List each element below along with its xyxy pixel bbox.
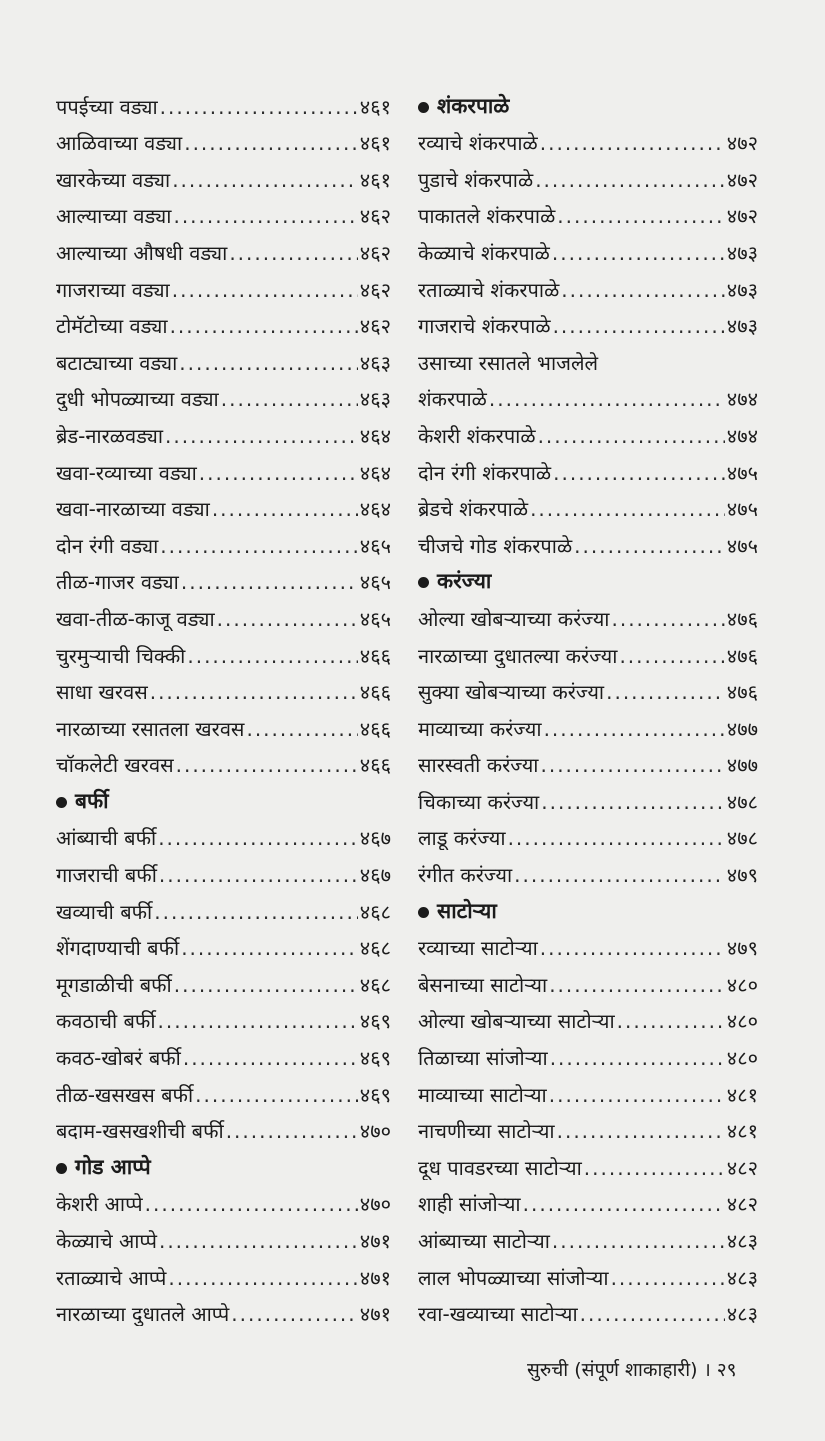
dot-leader — [184, 131, 358, 155]
dot-leader — [611, 1266, 725, 1290]
toc-entry-page: ४६६ — [359, 716, 391, 741]
dot-leader — [561, 278, 725, 302]
toc-entry-page: ४८० — [726, 972, 758, 997]
toc-entry — [56, 1107, 391, 1144]
dot-leader — [508, 826, 725, 850]
toc-entry — [418, 1180, 758, 1217]
toc-entry-page: ४८३ — [726, 1302, 758, 1327]
toc-entry — [418, 704, 758, 741]
toc-entry — [418, 265, 758, 302]
toc-entry — [56, 192, 391, 229]
dot-leader — [160, 95, 358, 119]
toc-entry — [418, 1216, 758, 1253]
toc-entry — [418, 302, 758, 339]
toc-entry-page: ४७७ — [726, 716, 758, 741]
toc-entry — [56, 594, 391, 631]
dot-leader — [231, 1302, 358, 1326]
toc-entry — [56, 1070, 391, 1107]
toc-entry-title: गाजराच्या वड्या — [56, 277, 170, 302]
toc-entry-title: कवठाची बर्फी — [56, 1009, 156, 1034]
toc-entry — [56, 302, 391, 339]
toc-entry-page: ४७४ — [726, 423, 758, 448]
dot-leader — [549, 973, 725, 997]
toc-entry-title: नारळाच्या दुधातले आप्पे — [56, 1302, 230, 1327]
dot-leader — [617, 1009, 725, 1033]
dot-leader — [168, 1266, 357, 1290]
toc-entry — [418, 814, 758, 851]
section-heading-label: करंज्या — [437, 569, 492, 594]
dot-leader — [619, 644, 724, 668]
dot-leader — [179, 351, 358, 375]
toc-entry — [56, 960, 391, 997]
toc-entry-title: शाही सांजोऱ्या — [418, 1192, 521, 1217]
toc-entry — [56, 521, 391, 558]
toc-entry — [418, 960, 758, 997]
toc-entry — [56, 228, 391, 265]
toc-entry-title: शेंगदाण्याची बर्फी — [56, 936, 180, 961]
dot-leader — [557, 204, 725, 228]
dot-leader — [159, 863, 358, 887]
section-heading-label: साटोऱ्या — [437, 898, 497, 923]
toc-entry-page: ४६४ — [359, 460, 391, 485]
toc-entry — [56, 411, 391, 448]
toc-entry-page: ४७२ — [726, 204, 758, 229]
toc-entry-title: मूगडाळीची बर्फी — [56, 972, 172, 997]
toc-entry-title: खवा-तीळ-काजू वड्या — [56, 606, 215, 631]
dot-leader — [557, 1119, 725, 1143]
section-heading-label: बर्फी — [75, 788, 109, 813]
toc-entry-title: ब्रेड-नारळवड्या — [56, 423, 164, 448]
toc-entry-title: साधा खरवस — [56, 680, 148, 705]
toc-entry — [418, 485, 758, 522]
dot-leader — [611, 607, 724, 631]
toc-entry-title: तिळाच्या सांजोऱ्या — [418, 1046, 548, 1071]
toc-entry — [56, 1180, 391, 1217]
toc-entry-page: ४८२ — [726, 1155, 758, 1180]
toc-entry-page: ४७३ — [726, 277, 758, 302]
dot-leader — [170, 314, 358, 338]
toc-entry-page: ४७९ — [726, 936, 758, 961]
toc-entry-title: रव्याचे शंकरपाळे — [418, 131, 538, 156]
toc-entry-page: ४८१ — [726, 1119, 758, 1144]
toc-entry-page: ४६३ — [359, 350, 391, 375]
dot-leader — [183, 1046, 358, 1070]
dot-leader — [150, 680, 358, 704]
toc-entry-title: दोन रंगी वड्या — [56, 533, 159, 558]
bullet-icon — [418, 102, 429, 113]
dot-leader — [181, 570, 358, 594]
toc-entry-page: ४६५ — [359, 570, 391, 595]
toc-entry-page: ४६२ — [359, 204, 391, 229]
toc-entry-page: ४७५ — [726, 497, 758, 522]
toc-entry — [418, 1107, 758, 1144]
dot-leader — [174, 973, 358, 997]
dot-leader — [553, 461, 725, 485]
toc-entry — [56, 265, 391, 302]
toc-entry-title: माव्याच्या साटोऱ्या — [418, 1082, 547, 1107]
toc-entry-title: लाल भोपळ्याच्या सांजोऱ्या — [418, 1265, 609, 1290]
toc-entry-title: आल्याच्या औषधी वड्या — [56, 240, 228, 265]
toc-entry-page: ४७४ — [726, 387, 758, 412]
toc-entry — [56, 704, 391, 741]
toc-entry — [418, 228, 758, 265]
toc-entry — [418, 411, 758, 448]
bullet-icon — [418, 577, 429, 588]
toc-entry — [418, 192, 758, 229]
toc-entry-title: दोन रंगी शंकरपाळे — [418, 460, 552, 485]
dot-leader — [552, 241, 725, 265]
section-heading — [418, 82, 758, 119]
toc-entry-title: सारस्वती करंज्या — [418, 753, 539, 778]
toc-entry-page: ४७५ — [726, 533, 758, 558]
toc-entry-page: ४८२ — [726, 1192, 758, 1217]
dot-leader — [544, 717, 725, 741]
dot-leader — [530, 497, 725, 521]
toc-entry-title: नारळाच्या रसातला खरवस — [56, 716, 245, 741]
toc-entry-title: तीळ-खसखस बर्फी — [56, 1082, 194, 1107]
toc-entry-title: चॉकलेटी खरवस — [56, 753, 174, 778]
section-heading-label: गोड आप्पे — [75, 1154, 151, 1179]
toc-entry-title: खवा-रव्याच्या वड्या — [56, 460, 197, 485]
dot-leader — [489, 387, 725, 411]
toc-entry-page: ४६४ — [359, 497, 391, 522]
toc-entry-page: ४६२ — [359, 277, 391, 302]
toc-entry — [418, 850, 758, 887]
toc-entry-page: ४६३ — [359, 387, 391, 412]
toc-entry-page: ४७६ — [726, 643, 758, 668]
toc-entry-page: ४६४ — [359, 423, 391, 448]
dot-leader — [580, 1302, 725, 1326]
toc-entry-page: ४७० — [359, 1119, 391, 1144]
dot-leader — [176, 753, 358, 777]
toc-entry-title: केशरी आप्पे — [56, 1192, 143, 1217]
dot-leader — [145, 1192, 358, 1216]
dot-leader — [538, 424, 725, 448]
dot-leader — [540, 131, 725, 155]
dot-leader — [195, 1083, 358, 1107]
toc-entry — [418, 119, 758, 156]
toc-entry-page: ४७२ — [726, 167, 758, 192]
toc-entry-title: रताळ्याचे शंकरपाळे — [418, 277, 560, 302]
toc-entry-title: खवा-नारळाच्या वड्या — [56, 497, 210, 522]
toc-entry — [56, 558, 391, 595]
dot-leader — [535, 168, 725, 192]
bullet-icon — [418, 907, 429, 918]
toc-entry-page: ४७१ — [359, 1265, 391, 1290]
dot-leader — [226, 1119, 358, 1143]
toc-entry-page: ४६२ — [359, 314, 391, 339]
bullet-icon — [56, 1163, 67, 1174]
toc-entry-title: बेसनाच्या साटोऱ्या — [418, 972, 548, 997]
toc-entry-page: ४६१ — [359, 94, 391, 119]
toc-entry-title: टोमॅटोच्या वड्या — [56, 314, 168, 339]
section-heading-label: शंकरपाळे — [437, 93, 510, 118]
toc-entry-page: ४७१ — [359, 1229, 391, 1253]
toc-entry-page: ४८१ — [726, 1082, 758, 1107]
toc-entry-title: रंगीत करंज्या — [418, 863, 513, 888]
toc-entry — [56, 631, 391, 668]
toc-entry-page: ४७८ — [726, 826, 758, 851]
toc-entry — [56, 668, 391, 705]
toc-entry — [56, 741, 391, 778]
toc-entry-page: ४६१ — [359, 167, 391, 192]
toc-entry-title: ओल्या खोबऱ्याच्या करंज्या — [418, 606, 610, 631]
toc-entry-title: बटाट्याच्या वड्या — [56, 350, 178, 375]
toc-entry-page: ४७२ — [726, 131, 758, 156]
toc-entry — [56, 155, 391, 192]
dot-leader — [541, 790, 725, 814]
toc-entry-title: पुडाचे शंकरपाळे — [418, 167, 534, 192]
dot-leader — [212, 497, 358, 521]
toc-entry-page: ४६८ — [359, 899, 391, 924]
toc-entry — [56, 119, 391, 156]
toc-entry-title: चीजचे गोड शंकरपाळे — [418, 533, 573, 558]
toc-entry-page: ४७७ — [726, 753, 758, 778]
toc-entry-title: केशरी शंकरपाळे — [418, 423, 536, 448]
toc-entry — [56, 1290, 391, 1327]
dot-leader — [553, 314, 725, 338]
toc-entry — [418, 448, 758, 485]
toc-entry — [418, 631, 758, 668]
toc-left-column — [56, 82, 391, 1326]
toc-entry-title: पाकातले शंकरपाळे — [418, 204, 556, 229]
section-heading — [418, 558, 758, 595]
toc-entry-title: आंब्याच्या साटोऱ्या — [418, 1229, 550, 1253]
toc-entry-title: गाजराची बर्फी — [56, 863, 157, 888]
toc-entry-page: ४८३ — [726, 1229, 758, 1253]
toc-entry-page: ४७६ — [726, 680, 758, 705]
dot-leader — [514, 863, 725, 887]
toc-entry-title: चिकाच्या करंज्या — [418, 789, 540, 814]
toc-entry-title: उसाच्या रसातले भाजलेले — [418, 350, 599, 375]
toc-entry-page: ४६९ — [359, 1009, 391, 1034]
toc-entry — [56, 850, 391, 887]
toc-entry-title: चुरमुऱ्याची चिक्की — [56, 643, 186, 668]
dot-leader — [540, 753, 724, 777]
toc-entry-title: लाडू करंज्या — [418, 826, 506, 851]
toc-entry-page: ४६७ — [359, 863, 391, 888]
toc-entry-title: सुक्या खोबऱ्याच्या करंज्या — [418, 680, 605, 705]
toc-entry — [418, 777, 758, 814]
dot-leader — [552, 1229, 725, 1253]
bullet-icon — [56, 797, 67, 808]
dot-leader — [172, 168, 358, 192]
toc-entry — [56, 814, 391, 851]
dot-leader — [158, 1009, 358, 1033]
section-heading — [56, 777, 391, 814]
toc-entry-title: खव्याची बर्फी — [56, 899, 153, 924]
toc-entry — [418, 594, 758, 631]
toc-entry-page: ४६६ — [359, 753, 391, 778]
toc-entry — [418, 1143, 758, 1180]
toc-entry-title: आल्याच्या वड्या — [56, 204, 172, 229]
toc-entry-page: ४८० — [726, 1046, 758, 1071]
toc-entry-page: ४६८ — [359, 936, 391, 961]
dot-leader — [173, 204, 357, 228]
toc-entry — [418, 1033, 758, 1070]
toc-entry-page: ४७५ — [726, 460, 758, 485]
toc-entry — [418, 375, 758, 412]
toc-entry-title: आळिवाच्या वड्या — [56, 131, 183, 156]
toc-entry-page: ४७९ — [726, 863, 758, 888]
dot-leader — [221, 387, 358, 411]
toc-entry — [418, 521, 758, 558]
toc-entry — [56, 924, 391, 961]
toc-entry-title: केळ्याचे शंकरपाळे — [418, 240, 550, 265]
toc-entry — [56, 887, 391, 924]
toc-entry-title: कवठ-खोबरं बर्फी — [56, 1046, 181, 1071]
dot-leader — [199, 461, 358, 485]
toc-entry-title: नारळाच्या दुधातल्या करंज्या — [418, 643, 618, 668]
dot-leader — [159, 1229, 358, 1253]
dot-leader — [172, 278, 358, 302]
dot-leader — [540, 936, 725, 960]
toc-entry — [56, 82, 391, 119]
toc-entry-page: ४६९ — [359, 1046, 391, 1071]
dot-leader — [181, 936, 358, 960]
toc-entry — [418, 924, 758, 961]
dot-leader — [574, 534, 725, 558]
toc-entry-title: तीळ-गाजर वड्या — [56, 570, 179, 595]
toc-entry-title: माव्याच्या करंज्या — [418, 716, 542, 741]
toc-entry-title: दूध पावडरच्या साटोऱ्या — [418, 1155, 582, 1180]
dot-leader — [154, 900, 358, 924]
toc-entry-continued — [418, 338, 758, 375]
toc-entry-title: पपईच्या वड्या — [56, 94, 158, 119]
dot-leader — [606, 680, 725, 704]
toc-entry-title: बदाम-खसखशीची बर्फी — [56, 1119, 224, 1144]
toc-entry-page: ४६६ — [359, 643, 391, 668]
toc-entry — [56, 997, 391, 1034]
dot-leader — [229, 241, 357, 265]
dot-leader — [217, 607, 358, 631]
toc-right-column — [418, 82, 758, 1326]
toc-entry-page: ४८० — [726, 1009, 758, 1034]
toc-entry-page: ४७६ — [726, 606, 758, 631]
toc-entry-page: ४६९ — [359, 1082, 391, 1107]
toc-entry — [56, 338, 391, 375]
toc-entry — [56, 1253, 391, 1290]
toc-entry — [56, 1033, 391, 1070]
dot-leader — [160, 534, 358, 558]
dot-leader — [158, 826, 358, 850]
toc-entry-title: दुधी भोपळ्याच्या वड्या — [56, 387, 219, 412]
toc-entry-page: ४७१ — [359, 1302, 391, 1327]
toc-entry-title: गाजराचे शंकरपाळे — [418, 314, 551, 339]
toc-entry-title: नाचणीच्या साटोऱ्या — [418, 1119, 555, 1144]
dot-leader — [550, 1046, 725, 1070]
toc-entry-title: खारकेच्या वड्या — [56, 167, 171, 192]
toc-entry — [418, 997, 758, 1034]
toc-entry-title: केळ्याचे आप्पे — [56, 1229, 157, 1253]
toc-entry-title: रव्याच्या साटोऱ्या — [418, 936, 538, 961]
toc-entry — [56, 448, 391, 485]
toc-entry-title: रताळ्याचे आप्पे — [56, 1265, 167, 1290]
toc-entry-page: ४६५ — [359, 533, 391, 558]
dot-leader — [246, 717, 357, 741]
toc-entry-page: ४७० — [359, 1192, 391, 1217]
page-footer: सुरुची (संपूर्ण शाकाहारी) । २९ — [527, 1359, 737, 1381]
toc-entry — [418, 1253, 758, 1290]
toc-entry-page: ४८३ — [726, 1265, 758, 1290]
toc-entry-title: ब्रेडचे शंकरपाळे — [418, 497, 529, 522]
toc-entry-page: ४७३ — [726, 240, 758, 265]
toc-entry — [418, 155, 758, 192]
dot-leader — [549, 1083, 725, 1107]
toc-entry — [56, 485, 391, 522]
toc-entry — [56, 375, 391, 412]
toc-entry-page: ४६७ — [359, 826, 391, 851]
toc-entry — [418, 668, 758, 705]
toc-entry — [56, 1216, 391, 1253]
toc-entry-title: शंकरपाळे — [418, 387, 487, 412]
toc-entry-page: ४७८ — [726, 789, 758, 814]
toc-entry-title: आंब्याची बर्फी — [56, 826, 157, 851]
toc-entry-page: ४६१ — [359, 131, 391, 156]
toc-entry-page: ४६८ — [359, 972, 391, 997]
toc-entry-title: रवा-खव्याच्या साटोऱ्या — [418, 1302, 578, 1327]
toc-entry-page: ४६२ — [359, 240, 391, 265]
toc-entry-page: ४७३ — [726, 314, 758, 339]
toc-entry — [418, 1290, 758, 1327]
section-heading — [56, 1143, 391, 1180]
dot-leader — [187, 644, 357, 668]
dot-leader — [584, 1156, 725, 1180]
toc-entry-page: ४६६ — [359, 680, 391, 705]
dot-leader — [165, 424, 358, 448]
toc-entry-page: ४६५ — [359, 606, 391, 631]
toc-entry-title: ओल्या खोबऱ्याच्या साटोऱ्या — [418, 1009, 615, 1034]
toc-entry — [418, 1070, 758, 1107]
section-heading — [418, 887, 758, 924]
dot-leader — [523, 1192, 725, 1216]
toc-entry — [418, 741, 758, 778]
